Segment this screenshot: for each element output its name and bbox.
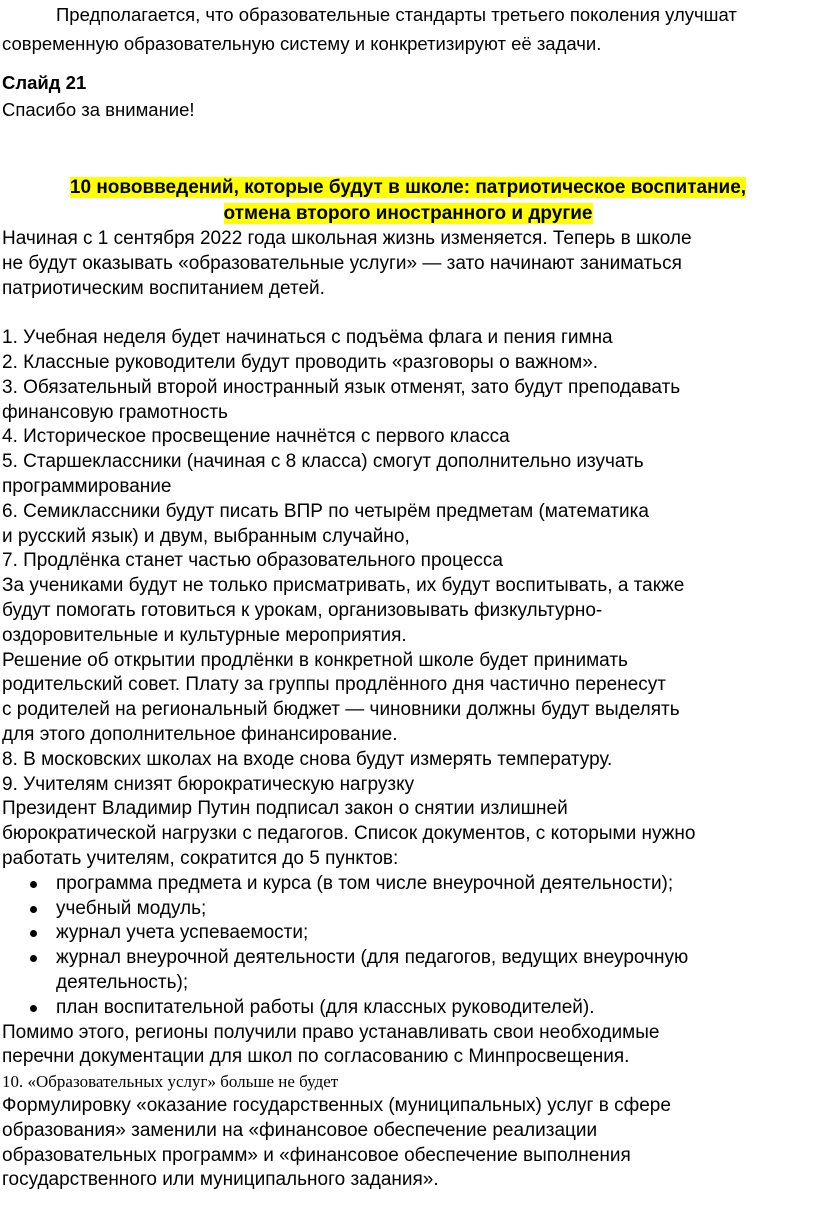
lead-line-1: Начиная с 1 сентября 2022 года школьная жизнь изменяется. Теперь в школе	[2, 228, 692, 249]
item-line: для этого дополнительное финансирование.	[2, 723, 398, 745]
bullet-icon	[30, 1005, 37, 1012]
after-line-2: перечни документации для школ по согласованию с Минпросвещения.	[2, 1046, 630, 1068]
item-line: родительский совет. Плату за группы продлённого дня частично перенесут	[2, 674, 666, 696]
item-line: будут помогать готовиться к урокам, организовывать физкультурно-	[2, 599, 603, 621]
slide-heading: Слайд 21	[2, 72, 87, 93]
list-item	[2, 897, 814, 922]
list-item-text: журнал внеурочной деятельности (для педагогов, ведущих внеурочную	[56, 947, 689, 969]
bullet-icon	[30, 955, 37, 962]
headline-line-1: 10 нововведений, которые будут в школе: патриотическое воспитание,	[69, 177, 747, 198]
lead-line-3: патриотическим воспитанием детей.	[2, 277, 325, 299]
bullet-icon	[30, 930, 37, 937]
item-line: бюрократической нагрузки с педагогов. Список документов, с которыми нужно	[2, 823, 696, 845]
list-item-text-cont: деятельность);	[56, 971, 189, 993]
item-line: Президент Владимир Путин подписал закон о снятии излишней	[2, 798, 568, 820]
item-line: оздоровительные и культурные мероприятия.	[2, 624, 407, 646]
item-line: 1. Учебная неделя будет начинаться с подъёма флага и пения гимна	[2, 327, 613, 349]
article-body	[2, 227, 814, 1193]
list-item-text: план воспитательной работы (для классных руководителей).	[56, 996, 595, 1018]
bullet-icon	[30, 881, 37, 888]
list-item	[2, 872, 814, 897]
item-line: 5. Старшеклассники (начиная с 8 класса) смогут дополнительно изучать	[2, 451, 644, 473]
list-item-text: программа предмета и курса (в том числе внеурочной деятельности);	[56, 872, 674, 894]
item-line: 9. Учителям снизят бюрократическую нагрузку	[2, 773, 415, 795]
item-line: финансовую грамотность	[2, 401, 228, 423]
item-line: и русский язык) и двум, выбранным случайно,	[2, 525, 410, 547]
headline-line-2: отмена второго иностранного и другие	[223, 203, 593, 224]
after-line-1: Помимо этого, регионы получили право устанавливать свои необходимые	[2, 1021, 660, 1043]
final-line-1: Формулировку «оказание государственных (муниципальных) услуг в сфере	[2, 1095, 671, 1117]
bullet-icon	[30, 906, 37, 913]
item-line: 8. В московских школах на входе снова будут измерять температуру.	[2, 748, 613, 770]
final-line-2: образования» заменили на «финансовое обеспечение реализации	[2, 1119, 598, 1141]
intro-line-1: Предполагается, что образовательные стандарты третьего поколения улучшат	[56, 4, 737, 25]
final-line-3: образовательных программ» и «финансовое обеспечение выполнения	[2, 1144, 631, 1166]
final-line-4: государственного или муниципального задания».	[2, 1169, 439, 1191]
thanks-text: Спасибо за внимание!	[2, 99, 195, 120]
item-line: с родителей на региональный бюджет — чиновники должны будут выделять	[2, 699, 680, 721]
list-item	[2, 946, 814, 996]
item-line: 3. Обязательный второй иностранный язык отменят, зато будут преподавать	[2, 376, 681, 398]
item-10-heading: 10. «Образовательных услуг» больше не будет	[2, 1072, 339, 1092]
item-line: 4. Историческое просвещение начнётся с первого класса	[2, 426, 510, 448]
item-line: Решение об открытии продлёнки в конкретной школе будет принимать	[2, 649, 628, 671]
blank-line	[2, 301, 814, 326]
item-line: работать учителям, сократится до 5 пунктов:	[2, 847, 399, 869]
list-item	[2, 996, 814, 1021]
item-line: программирование	[2, 475, 172, 497]
article-headline	[0, 175, 816, 227]
item-line: За учениками будут не только присматривать, их будут воспитывать, а также	[2, 575, 685, 597]
intro-line-2: современную образовательную систему и конкретизируют её задачи.	[2, 33, 602, 54]
lead-line-2: не будут оказывать «образовательные услуги» — зато начинают заниматься	[2, 252, 682, 274]
item-line: 6. Семиклассники будут писать ВПР по четырём предметам (математика	[2, 500, 649, 522]
item-line: 2. Классные руководители будут проводить «разговоры о важном».	[2, 351, 599, 373]
list-item	[2, 921, 814, 946]
item-line: 7. Продлёнка станет частью образовательного процесса	[2, 550, 503, 572]
intro-paragraph	[2, 0, 814, 58]
list-item-text: учебный модуль;	[56, 897, 207, 919]
list-item-text: журнал учета успеваемости;	[56, 922, 309, 944]
documents-list	[2, 872, 814, 1021]
